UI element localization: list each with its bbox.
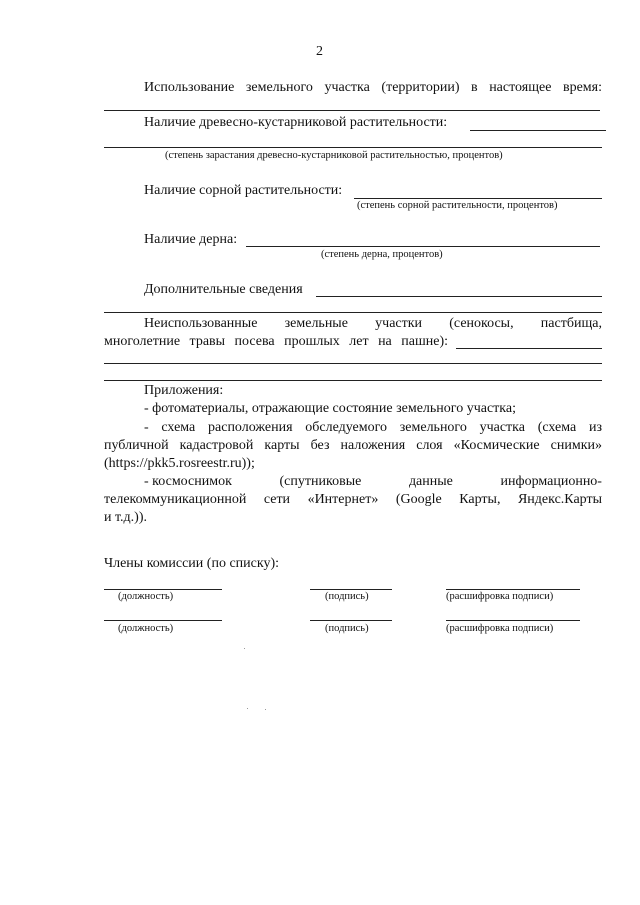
additional-field-line-2[interactable] xyxy=(104,312,602,313)
signature-line[interactable] xyxy=(310,589,392,590)
unused-word: Неиспользованные xyxy=(144,316,258,331)
attachment-item-satellite-line2: телекоммуникационной сети «Интернет» (Google Карты, Яндекс.Карты xyxy=(104,492,602,507)
weeds-caption: (степень сорной растительности, процентов) xyxy=(357,200,558,211)
attachments-title: Приложения: xyxy=(144,383,224,398)
decoding-caption: (расшифровка подписи) xyxy=(446,591,554,602)
decoding-line[interactable] xyxy=(446,589,580,590)
usage-label: Использование земельного участка (территории) в настоящее время: xyxy=(144,80,602,95)
unused-word: земельные xyxy=(284,316,348,331)
unused-line1 xyxy=(144,316,602,332)
attachment-item-scheme-line3: (https://pkk5.rosreestr.ru)); xyxy=(104,456,255,471)
attachment-item-satellite-line1 xyxy=(144,474,602,490)
usage-field-line[interactable] xyxy=(104,110,600,111)
woody-field-line-2[interactable] xyxy=(104,147,602,148)
attachment-item-scheme-line2: публичной кадастровой карты без наложения слоя «Космические снимки» xyxy=(104,438,602,453)
satellite-word: (спутниковые xyxy=(279,474,362,489)
satellite-word: - космоснимок xyxy=(144,474,232,489)
woody-field-line[interactable] xyxy=(470,130,606,131)
position-caption: (должность) xyxy=(118,591,174,602)
unused-field-line-3[interactable] xyxy=(104,380,602,381)
commission-title: Члены комиссии (по списку): xyxy=(104,556,280,571)
unused-field-line-2[interactable] xyxy=(104,363,602,364)
page-number: 2 xyxy=(316,44,323,59)
signature-line[interactable] xyxy=(310,620,392,621)
scan-speck xyxy=(244,648,245,649)
unused-field-line[interactable] xyxy=(456,348,602,349)
additional-field-line[interactable] xyxy=(316,296,602,297)
position-caption: (должность) xyxy=(118,623,174,634)
turf-field-line[interactable] xyxy=(246,246,600,247)
satellite-word: данные xyxy=(408,474,453,489)
satellite-word: информационно- xyxy=(500,474,602,489)
turf-caption: (степень дерна, процентов) xyxy=(321,249,443,260)
position-line[interactable] xyxy=(104,589,222,590)
weeds-field-line[interactable] xyxy=(354,198,602,199)
signature-caption: (подпись) xyxy=(325,591,369,602)
attachment-item-satellite-line3: и т.д.)). xyxy=(104,510,148,525)
position-line[interactable] xyxy=(104,620,222,621)
woody-caption: (степень зарастания древесно-кустарниковой растительностью, процентов) xyxy=(165,150,503,161)
weeds-label: Наличие сорной растительности: xyxy=(144,183,343,198)
scan-speck xyxy=(247,708,248,709)
decoding-caption: (расшифровка подписи) xyxy=(446,623,554,634)
additional-label: Дополнительные сведения xyxy=(144,282,303,297)
decoding-line[interactable] xyxy=(446,620,580,621)
unused-word: участки xyxy=(375,316,423,331)
attachment-item-scheme-line1: - схема расположения обследуемого земельного участка (схема из xyxy=(144,420,602,435)
scan-speck xyxy=(265,709,266,710)
signature-caption: (подпись) xyxy=(325,623,369,634)
turf-label: Наличие дерна: xyxy=(144,232,238,247)
unused-line2: многолетние травы посева прошлых лет на пашне): xyxy=(104,334,448,349)
woody-label: Наличие древесно-кустарниковой растительности: xyxy=(144,115,448,130)
unused-word: пастбища, xyxy=(540,316,602,331)
unused-word: (сенокосы, xyxy=(449,316,514,331)
attachment-item-photos: - фотоматериалы, отражающие состояние земельного участка; xyxy=(144,401,516,416)
